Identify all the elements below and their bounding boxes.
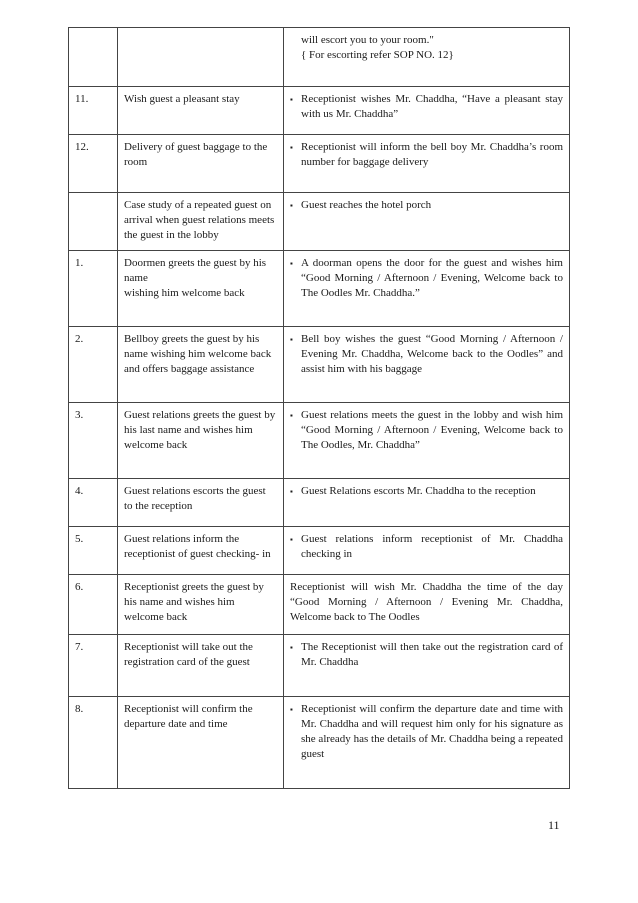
task-cell: Guest relations escorts the guest to the reception: [118, 479, 284, 527]
step-number-cell: 1.: [69, 251, 118, 327]
task-cell: Receptionist greets the guest by his name and wishes him welcome back: [118, 575, 284, 635]
table-row: [69, 135, 570, 193]
task-cell: Bellboy greets the guest by his name wishing him welcome back and offers baggage assistance: [118, 327, 284, 403]
step-number-cell: 2.: [69, 327, 118, 403]
bullet-item: [290, 532, 563, 562]
square-bullet-icon: ▪: [290, 143, 293, 152]
procedure-cell: [284, 697, 570, 789]
bullet-item: [290, 140, 563, 170]
procedure-cell: [284, 479, 570, 527]
procedure-text: Receptionist will confirm the departure date and time with Mr. Chaddha and will request him only for his signature as she already has the details of Mr. Chaddha being a repeated guest: [301, 703, 563, 760]
table-row: [69, 479, 570, 527]
procedure-text: Guest relations inform receptionist of Mr. Chaddha checking in: [301, 533, 563, 560]
task-cell: Case study of a repeated guest on arrival when guest relations meets the guest in the lobby: [118, 193, 284, 251]
table-row: [69, 403, 570, 479]
procedure-text: Receptionist will inform the bell boy Mr. Chaddha’s room number for baggage delivery: [301, 141, 563, 168]
procedure-text: Guest Relations escorts Mr. Chaddha to the reception: [301, 485, 536, 497]
procedure-cell: [284, 327, 570, 403]
step-number-cell: 5.: [69, 527, 118, 575]
task-cell: Delivery of guest baggage to the room: [118, 135, 284, 193]
procedure-text: Receptionist will wish Mr. Chaddha the time of the day “Good Morning / Afternoon / Evening Mr. Chaddha, Welcome back to The Oodles: [290, 581, 563, 623]
task-cell: Guest relations inform the receptionist of guest checking- in: [118, 527, 284, 575]
sop-table: [68, 27, 570, 789]
table-row: [69, 575, 570, 635]
square-bullet-icon: ▪: [290, 535, 293, 544]
procedure-text: The Receptionist will then take out the registration card of Mr. Chaddha: [301, 641, 563, 668]
square-bullet-icon: ▪: [290, 335, 293, 344]
bullet-item: [290, 198, 563, 213]
step-number-cell: [69, 193, 118, 251]
bullet-item: [290, 256, 563, 301]
procedure-text: Guest relations meets the guest in the lobby and wish him “Good Morning / Afternoon / Evening, Welcome back to The Oodles, Mr. Chaddha”: [301, 409, 563, 451]
square-bullet-icon: ▪: [290, 705, 293, 714]
step-number-cell: 11.: [69, 87, 118, 135]
square-bullet-icon: ▪: [290, 643, 293, 652]
table-row: [69, 251, 570, 327]
procedure-text: will escort you to your room.": [301, 34, 434, 46]
step-number-cell: 8.: [69, 697, 118, 789]
square-bullet-icon: ▪: [290, 201, 293, 210]
table-row: [69, 527, 570, 575]
step-number-cell: 4.: [69, 479, 118, 527]
square-bullet-icon: ▪: [290, 259, 293, 268]
procedure-cell: [284, 135, 570, 193]
table-row: [69, 327, 570, 403]
procedure-cell: [284, 527, 570, 575]
step-number-cell: [69, 28, 118, 87]
procedure-cell: [284, 575, 570, 635]
procedure-text: { For escorting refer SOP NO. 12}: [301, 49, 454, 61]
bullet-item: [290, 408, 563, 453]
table-row: [69, 697, 570, 789]
page-number: 11: [548, 818, 560, 832]
bullet-item: [290, 640, 563, 670]
table-row: [69, 193, 570, 251]
step-number-cell: 6.: [69, 575, 118, 635]
square-bullet-icon: ▪: [290, 411, 293, 420]
task-cell: Wish guest a pleasant stay: [118, 87, 284, 135]
step-number-cell: 7.: [69, 635, 118, 697]
task-cell: [118, 28, 284, 87]
square-bullet-icon: ▪: [290, 487, 293, 496]
procedure-text: A doorman opens the door for the guest and wishes him “Good Morning / Afternoon / Evening, Welcome back to The Oodles Mr. Chaddha.”: [301, 257, 563, 299]
procedure-cell: [284, 403, 570, 479]
bullet-item: [290, 702, 563, 762]
table-row: [69, 87, 570, 135]
step-number-cell: 3.: [69, 403, 118, 479]
square-bullet-icon: ▪: [290, 95, 293, 104]
task-cell: Guest relations greets the guest by his last name and wishes him welcome back: [118, 403, 284, 479]
sop-table-body: [69, 28, 570, 789]
procedure-cell: [284, 193, 570, 251]
task-cell: Receptionist will confirm the departure date and time: [118, 697, 284, 789]
procedure-cell: [284, 28, 570, 87]
procedure-cell: [284, 635, 570, 697]
procedure-text: Receptionist wishes Mr. Chaddha, “Have a pleasant stay with us Mr. Chaddha”: [301, 93, 563, 120]
procedure-cell: [284, 251, 570, 327]
procedure-text: Guest reaches the hotel porch: [301, 199, 432, 211]
task-cell: Receptionist will take out the registration card of the guest: [118, 635, 284, 697]
bullet-item: [290, 484, 563, 499]
task-cell: Doormen greets the guest by his name wishing him welcome back: [118, 251, 284, 327]
table-row: [69, 635, 570, 697]
table-row: [69, 28, 570, 87]
bullet-item: [290, 332, 563, 377]
step-number-cell: 12.: [69, 135, 118, 193]
procedure-cell: [284, 87, 570, 135]
bullet-item: [290, 92, 563, 122]
procedure-text: Bell boy wishes the guest “Good Morning / Afternoon / Evening Mr. Chaddha, Welcome back to the Oodles” and assist him with his baggage: [301, 333, 563, 375]
